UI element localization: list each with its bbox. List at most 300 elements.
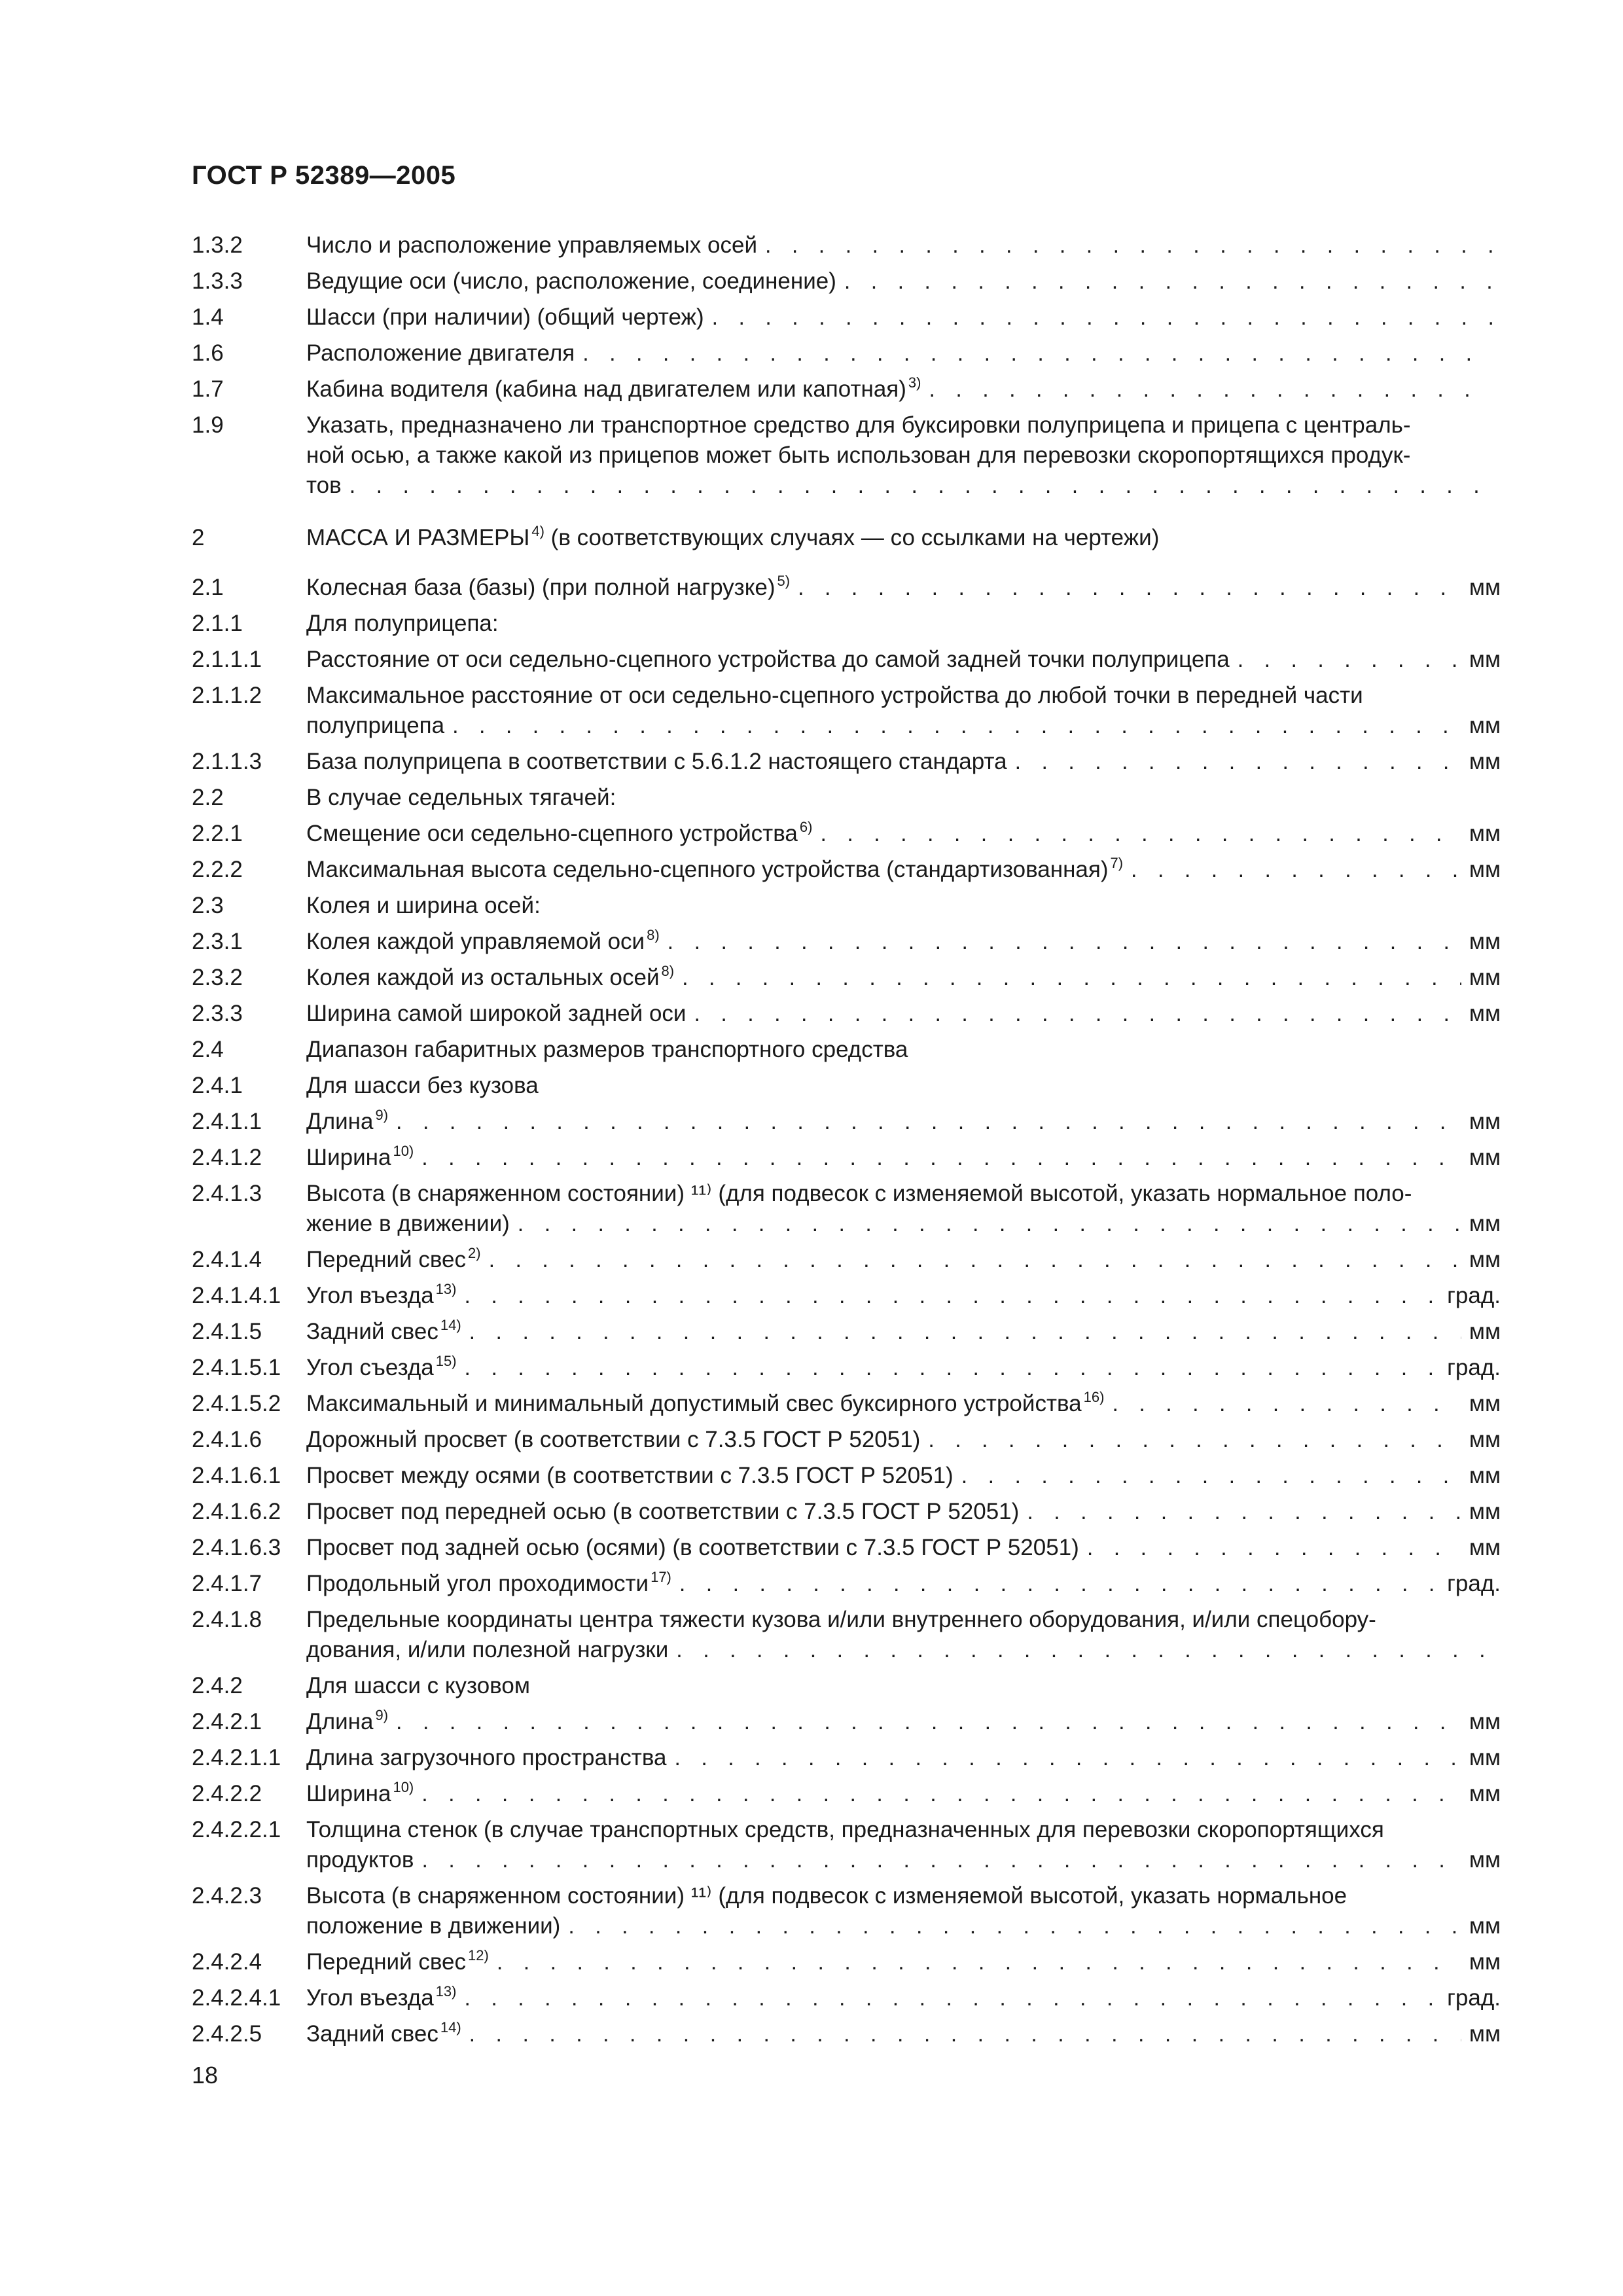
entry-body xyxy=(306,1569,1501,1599)
entry-text xyxy=(306,1569,671,1599)
entry-body xyxy=(306,1605,1501,1665)
footnote-marker: 5) xyxy=(777,573,791,589)
entry-text xyxy=(306,819,812,849)
entry-number: 2.2.2 xyxy=(192,857,243,882)
dot-leader xyxy=(765,230,1493,260)
entry-row xyxy=(192,1281,1501,1311)
entry-body xyxy=(306,609,1501,639)
entry-number: 2.2 xyxy=(192,785,224,810)
entry-row xyxy=(192,1947,1501,1977)
entry-body xyxy=(306,1317,1501,1347)
entry-number: 2.4.2.4 xyxy=(192,1949,262,1975)
entry-text xyxy=(306,1671,530,1701)
unit-label: град. xyxy=(1447,1571,1501,1596)
entry-number: 1.3.2 xyxy=(192,232,243,258)
entry-body xyxy=(306,374,1501,404)
entry-text-main: Дорожный просвет (в соответствии с 7.3.5 ГОСТ Р 52051) xyxy=(306,1427,921,1452)
entry-body xyxy=(306,1179,1501,1239)
entry-text xyxy=(306,1947,489,1977)
entry-text-main: Для шасси с кузовом xyxy=(306,1673,530,1698)
unit-label: мм xyxy=(1469,1247,1501,1272)
entry-text-main: Ширина самой широкой задней оси xyxy=(306,1001,687,1026)
entry-row xyxy=(192,1707,1501,1737)
entry-text-line: Толщина стенок (в случае транспортных средств, предназначенных для перевозки скоропортящихся xyxy=(306,1817,1384,1842)
entry-row xyxy=(192,1143,1501,1173)
entry-text-main: дования, и/или полезной нагрузки xyxy=(306,1637,669,1662)
footnote-marker: 9) xyxy=(375,1107,389,1123)
entry-text-main: Расположение двигателя xyxy=(306,340,575,366)
dot-leader xyxy=(349,471,1493,501)
entry-body xyxy=(306,1353,1501,1383)
entry-text-line: Указать, предназначено ли транспортное средство для буксировки полуприцепа и прицепа с централь- xyxy=(306,412,1411,438)
entry-row xyxy=(192,1815,1501,1875)
entry-number: 2.2.1 xyxy=(192,821,243,846)
dot-leader xyxy=(712,302,1493,332)
unit-label: мм xyxy=(1469,1913,1501,1939)
entry-row xyxy=(192,1605,1501,1665)
unit-label: мм xyxy=(1469,1949,1501,1975)
entry-text-main: Просвет под передней осью (в соответствии с 7.3.5 ГОСТ Р 52051) xyxy=(306,1499,1020,1524)
entry-text xyxy=(306,1497,1019,1527)
entry-number: 2.4.1.6.3 xyxy=(192,1535,281,1560)
entry-text xyxy=(306,711,444,741)
entry-row xyxy=(192,1671,1501,1701)
entry-body xyxy=(306,573,1501,603)
entry-body xyxy=(306,891,1501,921)
entry-row xyxy=(192,573,1501,603)
entry-text-main: Ширина xyxy=(306,1781,391,1806)
unit-label: мм xyxy=(1469,1463,1501,1488)
entry-row xyxy=(192,1317,1501,1347)
dot-leader xyxy=(464,1281,1439,1311)
entry-text xyxy=(306,783,616,813)
footnote-marker: 17) xyxy=(651,1569,671,1585)
entry-text-line: Высота (в снаряженном состоянии) ¹¹⁾ (для подвесок с изменяемой высотой, указать нормальное xyxy=(306,1883,1347,1909)
entry-row xyxy=(192,855,1501,885)
entry-text xyxy=(306,1143,414,1173)
entry-row xyxy=(192,819,1501,849)
entry-row xyxy=(192,963,1501,993)
footnote-marker: 4) xyxy=(531,523,544,539)
entry-row xyxy=(192,1071,1501,1101)
dot-leader xyxy=(452,711,1461,741)
entry-text-main: Длина загрузочного пространства xyxy=(306,1745,667,1770)
dot-leader xyxy=(694,999,1461,1029)
entry-text xyxy=(306,609,499,639)
entry-text xyxy=(306,573,790,603)
entry-row xyxy=(192,523,1501,553)
entry-body xyxy=(306,1461,1501,1491)
entry-text xyxy=(306,963,674,993)
entry-number: 1.3.3 xyxy=(192,268,243,294)
entry-body xyxy=(306,1947,1501,1977)
entry-row xyxy=(192,645,1501,675)
entry-text xyxy=(306,1035,908,1065)
entry-number: 2.4.1.1 xyxy=(192,1109,262,1134)
entry-number: 2.4.1.2 xyxy=(192,1145,262,1170)
entry-number: 2.3.1 xyxy=(192,929,243,954)
entry-number: 2.3 xyxy=(192,893,224,918)
page-number: 18 xyxy=(192,2062,219,2089)
dot-leader xyxy=(1112,1389,1461,1419)
entry-number: 2.1 xyxy=(192,575,224,600)
entry-text xyxy=(306,855,1123,885)
entry-text xyxy=(306,1425,920,1455)
entry-number: 2.4.2.4.1 xyxy=(192,1985,281,2011)
unit-label: мм xyxy=(1469,821,1501,846)
entry-number: 2.4.1.3 xyxy=(192,1181,262,1206)
unit-label: мм xyxy=(1469,1745,1501,1770)
entry-number: 2.4.2.5 xyxy=(192,2021,262,2047)
entry-text xyxy=(306,1983,456,2013)
dot-leader xyxy=(1087,1533,1461,1563)
entry-body xyxy=(306,523,1501,553)
footnote-marker: 8) xyxy=(661,963,675,979)
entry-body xyxy=(306,783,1501,813)
entry-body xyxy=(306,410,1501,501)
unit-label: град. xyxy=(1447,1283,1501,1308)
dot-leader xyxy=(674,1743,1461,1773)
entry-text xyxy=(306,338,575,368)
entry-text xyxy=(306,747,1007,777)
entry-text-line: Максимальное расстояние от оси седельно-сцепного устройства до любой точки в передней части xyxy=(306,683,1363,708)
entry-text xyxy=(306,230,757,260)
entry-number: 2.4.1.8 xyxy=(192,1607,262,1632)
entry-text xyxy=(306,374,921,404)
footnote-marker: 13) xyxy=(435,1983,457,2000)
footnote-marker: 14) xyxy=(440,2019,461,2036)
dot-leader xyxy=(421,1779,1461,1809)
entry-text xyxy=(306,891,541,921)
entry-row xyxy=(192,1983,1501,2013)
dot-leader xyxy=(421,1845,1461,1875)
entry-row xyxy=(192,1107,1501,1137)
entry-body xyxy=(306,266,1501,296)
entry-text xyxy=(306,1845,414,1875)
entry-body xyxy=(306,963,1501,993)
entry-text xyxy=(306,927,660,957)
unit-label: мм xyxy=(1469,713,1501,738)
entry-text-main: Колея каждой управляемой оси xyxy=(306,929,645,954)
footnote-marker: 15) xyxy=(435,1353,457,1369)
unit-label: мм xyxy=(1469,1109,1501,1134)
entry-body xyxy=(306,855,1501,885)
entry-number: 2.4.1.6 xyxy=(192,1427,262,1452)
entry-text-main: Задний свес xyxy=(306,1319,438,1344)
entry-row xyxy=(192,1353,1501,1383)
unit-label: мм xyxy=(1469,1211,1501,1236)
unit-label: мм xyxy=(1469,857,1501,882)
entry-text xyxy=(306,1707,388,1737)
entry-row xyxy=(192,1743,1501,1773)
entry-text-main: Длина xyxy=(306,1709,374,1734)
entry-text-main: Колесная база (базы) (при полной нагрузке) xyxy=(306,575,776,600)
unit-label: мм xyxy=(1469,1535,1501,1560)
entry-body xyxy=(306,338,1501,368)
dot-leader xyxy=(929,374,1493,404)
dot-leader xyxy=(421,1143,1461,1173)
entry-text-main: Кабина водителя (кабина над двигателем или капотная) xyxy=(306,376,906,402)
entry-number: 2.4 xyxy=(192,1037,224,1062)
entry-body xyxy=(306,747,1501,777)
unit-label: мм xyxy=(1469,1001,1501,1026)
entry-text xyxy=(306,1461,954,1491)
entry-text xyxy=(306,1635,668,1665)
dot-leader xyxy=(668,927,1461,957)
entry-text-main: Ширина xyxy=(306,1145,391,1170)
dot-leader xyxy=(1238,645,1461,675)
entry-number: 2.1.1.3 xyxy=(192,749,262,774)
entry-text-main: Угол въезда xyxy=(306,1283,434,1308)
entry-row xyxy=(192,302,1501,332)
entry-text xyxy=(306,1317,461,1347)
entry-text xyxy=(306,1353,457,1383)
entry-text-tail: (в соответствующих случаях — со ссылками на чертежи) xyxy=(544,525,1160,550)
entry-number: 1.4 xyxy=(192,304,224,330)
entry-body xyxy=(306,1281,1501,1311)
entry-text-main: База полуприцепа в соответствии с 5.6.1.2 настоящего стандарта xyxy=(306,749,1007,774)
entry-text-main: Смещение оси седельно-сцепного устройства xyxy=(306,821,798,846)
entry-row xyxy=(192,1779,1501,1809)
entry-text-main: продуктов xyxy=(306,1847,414,1873)
entry-number: 2.4.1.4.1 xyxy=(192,1283,281,1308)
entry-number: 2.4.2.2.1 xyxy=(192,1817,281,1842)
entry-text-line: Предельные координаты центра тяжести кузова и/или внутреннего оборудования, и/или спецобору- xyxy=(306,1607,1376,1632)
entry-row xyxy=(192,1245,1501,1275)
entry-text xyxy=(306,1107,388,1137)
entry-number: 2.4.2.1 xyxy=(192,1709,262,1734)
entry-number: 2.1.1.2 xyxy=(192,683,262,708)
entry-row xyxy=(192,266,1501,296)
entry-text xyxy=(306,1743,666,1773)
entry-text-main: Продольный угол проходимости xyxy=(306,1571,649,1596)
entry-text xyxy=(306,999,686,1029)
entry-number: 1.9 xyxy=(192,412,224,438)
footnote-marker: 9) xyxy=(375,1707,389,1723)
entry-body xyxy=(306,1743,1501,1773)
entry-text xyxy=(306,1209,510,1239)
entry-text-main: Шасси (при наличии) (общий чертеж) xyxy=(306,304,704,330)
entry-row xyxy=(192,747,1501,777)
dot-leader xyxy=(489,1245,1461,1275)
dot-leader xyxy=(464,1983,1439,2013)
entry-number: 2.4.1.6.2 xyxy=(192,1499,281,1524)
dot-leader xyxy=(518,1209,1461,1239)
entry-body xyxy=(306,645,1501,675)
unit-label: мм xyxy=(1469,1427,1501,1452)
document-header: ГОСТ Р 52389—2005 xyxy=(192,161,456,190)
entry-text-main: Для шасси без кузова xyxy=(306,1073,539,1098)
footnote-marker: 10) xyxy=(393,1143,414,1159)
entry-row xyxy=(192,1533,1501,1563)
footnote-marker: 7) xyxy=(1110,855,1124,871)
entry-row xyxy=(192,1569,1501,1599)
entry-body xyxy=(306,2019,1501,2049)
entry-text-main: Расстояние от оси седельно-сцепного устройства до самой задней точки полуприцепа xyxy=(306,647,1230,672)
entry-row xyxy=(192,1035,1501,1065)
entry-number: 2.4.1 xyxy=(192,1073,243,1098)
dot-leader xyxy=(497,1947,1461,1977)
entry-text-main: Передний свес xyxy=(306,1247,467,1272)
entry-body xyxy=(306,819,1501,849)
unit-label: мм xyxy=(1469,1391,1501,1416)
entry-text xyxy=(306,1533,1079,1563)
entry-body xyxy=(306,1779,1501,1809)
entry-text-main: жение в движении) xyxy=(306,1211,510,1236)
footnote-marker: 13) xyxy=(435,1281,457,1297)
entry-row xyxy=(192,1425,1501,1455)
entry-body xyxy=(306,1497,1501,1527)
unit-label: мм xyxy=(1469,1709,1501,1734)
unit-label: мм xyxy=(1469,965,1501,990)
entry-text-main: Просвет под задней осью (осями) (в соответствии с 7.3.5 ГОСТ Р 52051) xyxy=(306,1535,1079,1560)
entry-text-main: Длина xyxy=(306,1109,374,1134)
entry-body xyxy=(306,1425,1501,1455)
dot-leader xyxy=(798,573,1461,603)
unit-label: мм xyxy=(1469,1499,1501,1524)
entry-row xyxy=(192,410,1501,501)
entry-text-line: ной осью, а также какой из прицепов может быть использован для перевозки скоропортящихся продук- xyxy=(306,442,1411,468)
dot-leader xyxy=(961,1461,1461,1491)
entry-text-main: Максимальный и минимальный допустимый свес буксирного устройства xyxy=(306,1391,1082,1416)
entry-number: 2.4.1.7 xyxy=(192,1571,262,1596)
entry-text xyxy=(306,266,836,296)
entry-text-main: В случае седельных тягачей: xyxy=(306,785,616,810)
entry-row xyxy=(192,681,1501,741)
dot-leader xyxy=(1015,747,1461,777)
footnote-marker: 3) xyxy=(908,374,921,391)
dot-leader xyxy=(568,1911,1461,1941)
entry-number: 2.4.1.5 xyxy=(192,1319,262,1344)
unit-label: мм xyxy=(1469,2021,1501,2047)
dot-leader xyxy=(679,1569,1439,1599)
entries-list xyxy=(192,230,1501,2055)
dot-leader xyxy=(465,1353,1440,1383)
entry-row xyxy=(192,2019,1501,2049)
entry-number: 2.1.1 xyxy=(192,611,243,636)
entry-number: 2.4.1.5.2 xyxy=(192,1391,281,1416)
entry-text xyxy=(306,1071,539,1101)
unit-label: мм xyxy=(1469,929,1501,954)
dot-leader xyxy=(928,1425,1461,1455)
dot-leader xyxy=(396,1107,1461,1137)
entry-body xyxy=(306,1389,1501,1419)
entry-body xyxy=(306,230,1501,260)
entry-body xyxy=(306,1245,1501,1275)
entry-row xyxy=(192,1497,1501,1527)
entry-text xyxy=(306,2019,461,2049)
unit-label: мм xyxy=(1469,749,1501,774)
dot-leader xyxy=(1027,1497,1461,1527)
dot-leader xyxy=(469,2019,1461,2049)
entry-number: 2.3.3 xyxy=(192,1001,243,1026)
footnote-marker: 10) xyxy=(393,1779,414,1795)
entry-number: 2.4.1.4 xyxy=(192,1247,262,1272)
entry-body xyxy=(306,1881,1501,1941)
entry-text-main: Колея каждой из остальных осей xyxy=(306,965,660,990)
entry-text-main: Максимальная высота седельно-сцепного устройства (стандартизованная) xyxy=(306,857,1109,882)
entry-number: 2.4.2.3 xyxy=(192,1883,262,1909)
entry-text-main: МАССА И РАЗМЕРЫ xyxy=(306,525,530,550)
entry-text-main: Угол въезда xyxy=(306,1985,434,2011)
dot-leader xyxy=(469,1317,1461,1347)
entry-row xyxy=(192,338,1501,368)
entry-text-main: Задний свес xyxy=(306,2021,438,2047)
entry-number: 2 xyxy=(192,525,205,550)
entry-body xyxy=(306,1815,1501,1875)
entry-text-main: полуприцепа xyxy=(306,713,445,738)
entry-text xyxy=(306,1911,560,1941)
entry-body xyxy=(306,999,1501,1029)
entry-text-main: положение в движении) xyxy=(306,1913,561,1939)
dot-leader xyxy=(676,1635,1493,1665)
entry-text-main: Для полуприцепа: xyxy=(306,611,499,636)
entry-text-main: Передний свес xyxy=(306,1949,467,1975)
entry-text-main: Колея и ширина осей: xyxy=(306,893,541,918)
entry-number: 2.3.2 xyxy=(192,965,243,990)
entry-number: 2.4.2 xyxy=(192,1673,243,1698)
dot-leader xyxy=(396,1707,1461,1737)
footnote-marker: 2) xyxy=(468,1245,481,1261)
entry-row xyxy=(192,783,1501,813)
entry-body xyxy=(306,927,1501,957)
entry-text xyxy=(306,645,1230,675)
entry-row xyxy=(192,1881,1501,1941)
dot-leader xyxy=(1131,855,1461,885)
footnote-marker: 16) xyxy=(1083,1389,1105,1405)
entry-text xyxy=(306,302,704,332)
entry-text xyxy=(306,1245,481,1275)
entry-body xyxy=(306,1035,1501,1065)
entry-text xyxy=(306,1779,414,1809)
entry-row xyxy=(192,1389,1501,1419)
entry-body xyxy=(306,1107,1501,1137)
entry-text-main: Число и расположение управляемых осей xyxy=(306,232,758,258)
dot-leader xyxy=(844,266,1493,296)
entry-row xyxy=(192,374,1501,404)
dot-leader xyxy=(682,963,1461,993)
entry-text-main: Ведущие оси (число, расположение, соединение) xyxy=(306,268,836,294)
entry-row xyxy=(192,1179,1501,1239)
unit-label: мм xyxy=(1469,647,1501,672)
entry-number: 2.4.1.6.1 xyxy=(192,1463,281,1488)
entry-text xyxy=(306,471,342,501)
entry-body xyxy=(306,302,1501,332)
entry-row xyxy=(192,891,1501,921)
entry-row xyxy=(192,927,1501,957)
entry-number: 2.4.2.1.1 xyxy=(192,1745,281,1770)
entry-number: 1.7 xyxy=(192,376,224,402)
entry-text-main: Просвет между осями (в соответствии с 7.3.5 ГОСТ Р 52051) xyxy=(306,1463,954,1488)
entry-number: 2.4.1.5.1 xyxy=(192,1355,281,1380)
entry-row xyxy=(192,230,1501,260)
unit-label: мм xyxy=(1469,1781,1501,1806)
entry-number: 1.6 xyxy=(192,340,224,366)
dot-leader xyxy=(820,819,1461,849)
unit-label: град. xyxy=(1447,1355,1501,1380)
entry-body xyxy=(306,1143,1501,1173)
unit-label: мм xyxy=(1469,1847,1501,1873)
entry-text-main: тов xyxy=(306,473,342,498)
unit-label: град. xyxy=(1447,1985,1501,2011)
dot-leader xyxy=(582,338,1493,368)
entry-text xyxy=(306,523,1159,553)
entry-text-line: Высота (в снаряженном состоянии) ¹¹⁾ (для подвесок с изменяемой высотой, указать нормальное поло- xyxy=(306,1181,1412,1206)
entry-row xyxy=(192,1461,1501,1491)
footnote-marker: 8) xyxy=(647,927,660,943)
footnote-marker: 14) xyxy=(440,1317,461,1333)
entry-text xyxy=(306,1281,456,1311)
